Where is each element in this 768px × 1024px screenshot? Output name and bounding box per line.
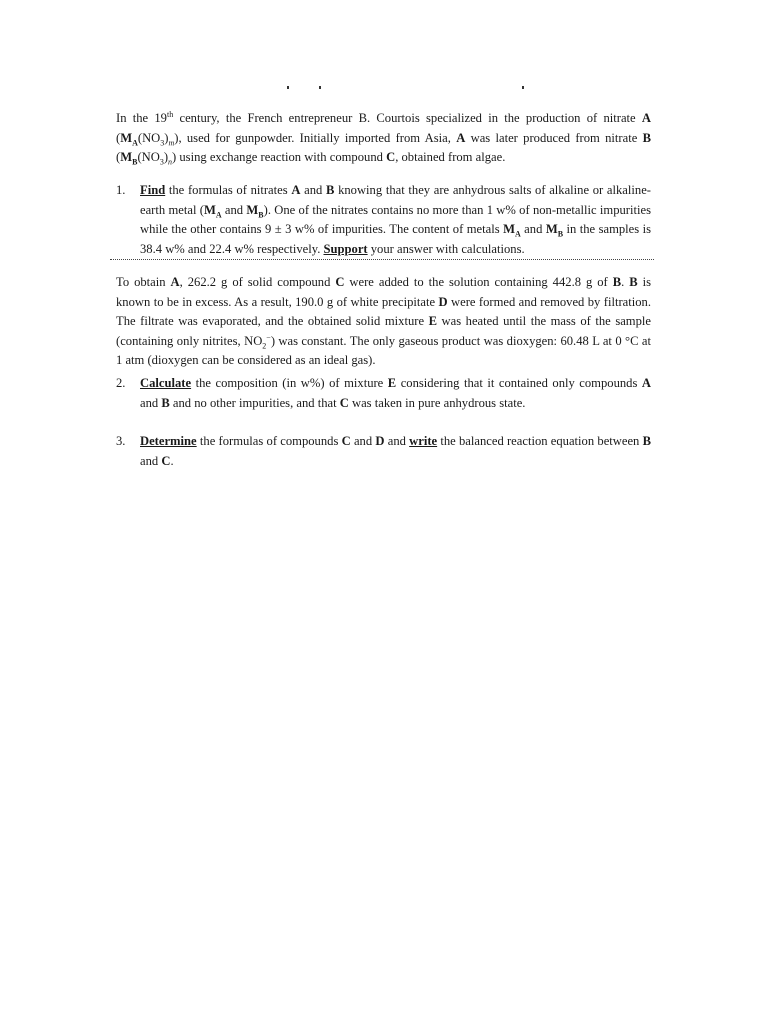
compound-label: A [456,130,466,145]
compound-label: C [161,453,171,468]
compound-label: A [641,111,651,125]
text: , 262.2 g of solid compound [179,275,336,289]
text: ) [164,130,169,145]
text: and [300,183,326,197]
experiment-paragraph [116,273,651,371]
text: and [384,434,410,448]
compound-label: C [386,150,396,164]
compound-label: B [629,275,638,289]
keyword: Calculate [140,376,192,390]
question-2 [116,374,651,413]
compound-label: C [335,275,345,289]
intro-paragraph [116,109,651,168]
text: , obtained from algae. [395,150,506,164]
text: ( [116,150,121,164]
compound-label: E [387,376,397,390]
subscript: A [514,229,521,239]
compound-label: E [428,314,437,328]
text: and [140,453,162,468]
subscript: 3 [160,138,165,148]
metal-symbol: M [203,202,216,217]
text: in the samples is 38.4 w% and 22.4 w% respectively. [140,222,652,256]
subscript: n [168,157,173,167]
text: ) was constant. The only gaseous product was dioxygen: 60.48 L at 0 °C at 1 atm (dioxygen can be considered as an ideal gas). [116,333,651,367]
text: century, the French entrepreneur B. Courtois specialized in the production of nitrate [173,111,642,125]
text: the composition (in w%) of mixture [191,376,388,390]
compound-label: A [170,275,180,289]
text: the formulas of compounds [196,434,342,448]
compound-label: B [642,434,652,448]
text: was taken in pure anhydrous state. [348,395,526,410]
subscript: B [132,157,138,167]
compound-label: C [341,434,351,448]
text: is known to be in excess. As a result, 190.0 g of white precipitate [116,275,652,309]
cropped-title-marks [0,86,768,92]
question-number: 3. [116,434,126,448]
text: was heated until the mass of the sample (containing only nitrites, NO [116,314,651,348]
metal-symbol: M [503,222,515,236]
keyword: Support [323,241,368,256]
text: ), used for gunpowder. Initially imported from Asia, [174,130,457,145]
question-1 [116,181,651,259]
superscript: − [266,332,271,342]
text: ) using exchange reaction with compound [172,150,387,164]
text: To obtain [116,275,171,289]
compound-label: A [641,376,651,390]
question-number: 2. [116,376,126,390]
text: In the 19 [116,111,167,125]
compound-label: A [291,183,301,197]
text: were formed and removed by filtration. The filtrate was evaporated, and the obtained solid mixture [116,294,651,328]
question-number: 1. [116,183,126,197]
section-divider [110,259,654,260]
metal-symbol: M [120,150,133,164]
text: the balanced reaction equation between [437,434,643,448]
text: and no other impurities, and that [169,395,340,410]
text: your answer with calculations. [367,241,525,256]
text: (NO [137,150,160,164]
text: ( [116,130,121,145]
subscript: A [215,210,222,220]
metal-symbol: M [246,202,259,217]
compound-label: D [438,294,448,309]
keyword: Find [140,183,166,197]
compound-label: B [161,395,170,410]
keyword: Determine [140,434,197,448]
keyword: write [409,434,438,448]
metal-symbol: M [120,130,133,145]
text: knowing that they are anhydrous salts of alkaline or alkaline-earth metal ( [140,183,651,217]
text: and [221,202,247,217]
text: ) [163,150,169,164]
question-text [140,374,651,413]
subscript: B [258,210,264,220]
text: considering that it contained only compounds [396,376,642,390]
text: . [170,453,174,468]
text: was later produced from nitrate [465,130,643,145]
compound-label: C [339,395,349,410]
question-text [140,432,651,471]
text: were added to the solution containing 442.8 g of [344,275,613,289]
subscript: 3 [159,157,164,167]
question-text [140,181,651,259]
subscript: A [132,138,138,148]
compound-label: B [325,183,335,197]
text: . [621,275,630,289]
compound-label: D [375,434,385,448]
text: and [520,222,546,236]
compound-label: B [642,130,651,145]
subscript: B [557,229,564,239]
text: and [350,434,376,448]
text: and [140,395,162,410]
text: (NO [137,130,161,145]
text: the formulas of nitrates [165,183,292,197]
metal-symbol: M [545,222,558,236]
subscript: 2 [262,341,267,351]
question-3 [116,432,651,471]
compound-label: B [612,275,622,289]
superscript: th [166,109,174,119]
subscript: m [168,138,175,148]
text: ). One of the nitrates contains no more than 1 w% of non-metallic impurities while the other contains 9 ± 3 w% of impurities. The content of metals [140,202,651,236]
